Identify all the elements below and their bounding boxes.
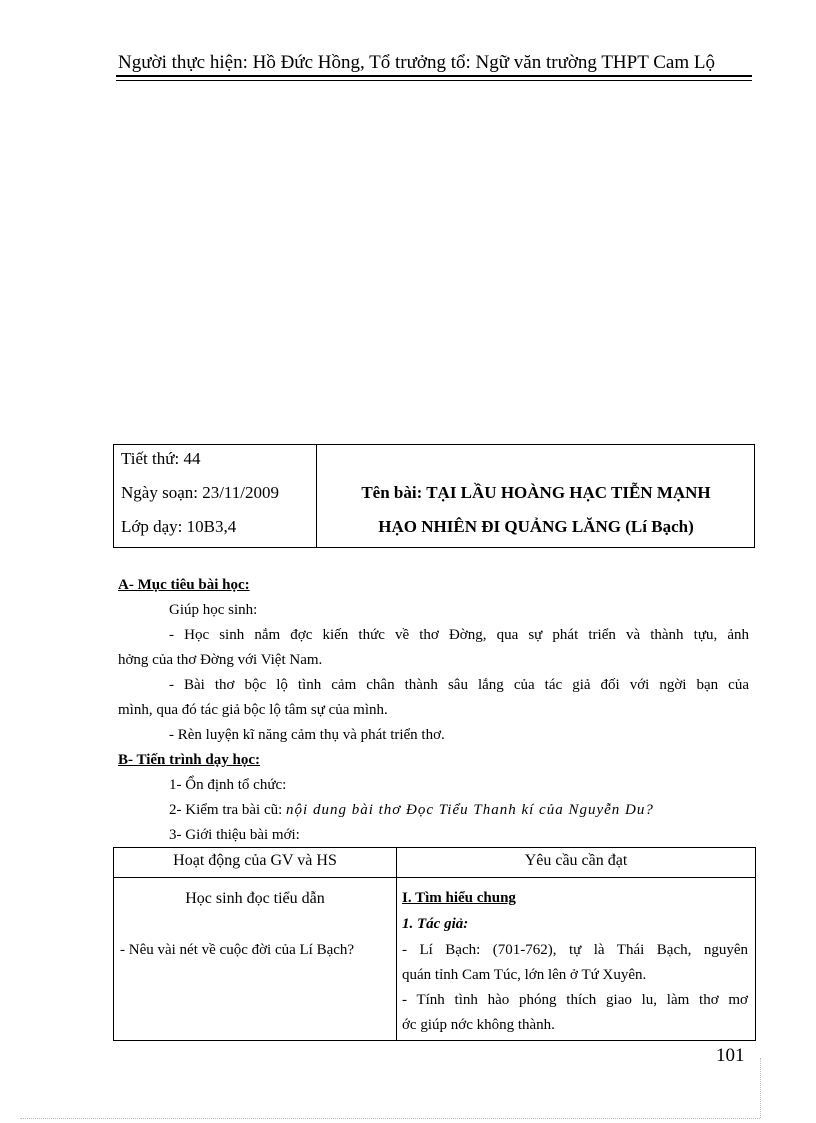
info-box-divider (316, 445, 317, 547)
period-label: Tiết thứ: 44 (121, 449, 201, 468)
table-header-divider (114, 877, 755, 878)
objective-1-line2: hởng của thơ Đờng với Việt Nam. (118, 652, 323, 668)
section-general-info: I. Tìm hiểu chung (402, 890, 516, 906)
page-number: 101 (716, 1045, 745, 1066)
margin-dotted-line-bottom (20, 1118, 760, 1120)
section-b-heading: B- Tiến trình dạy học: (118, 752, 260, 768)
lesson-plan-table (113, 847, 756, 1041)
col-header-requirements: Yêu cầu cần đạt (524, 852, 628, 869)
step-2-question: nội dung bài thơ Đọc Tiểu Thanh kí của Nguyễn Du? (286, 802, 654, 818)
margin-dotted-line-right (760, 1058, 762, 1118)
author-line-4: ớc giúp nớc không thành. (402, 1017, 555, 1033)
step-2 (169, 802, 654, 819)
activity-line-2: - Nêu vài nét về cuộc đời của Lí Bạch? (120, 942, 355, 958)
lesson-title-line1: Tên bài: TẠI LẦU HOÀNG HẠC TIỄN MẠNH (361, 483, 711, 502)
col-header-activities: Hoạt động của GV và HS (173, 852, 337, 869)
section-a-intro: Giúp học sinh: (169, 602, 258, 618)
lesson-info-box (113, 444, 755, 548)
author-line-2: quán tỉnh Cam Túc, lớn lên ở Tứ Xuyên. (402, 967, 647, 983)
activity-line-1: Học sinh đọc tiểu dẫn (185, 890, 325, 907)
objective-2-line2: mình, qua đó tác giả bộc lộ tâm sự của mình. (118, 702, 388, 718)
step-2-prefix: 2- Kiểm tra bài cũ: (169, 802, 287, 818)
page-header: Người thực hiện: Hồ Đức Hồng, Tổ trưởng tổ: Ngữ văn trường THPT Cam Lộ (118, 52, 715, 73)
class-label: Lớp dạy: 10B3,4 (121, 517, 237, 536)
objective-3: - Rèn luyện kĩ năng cảm thụ và phát triển thơ. (169, 727, 445, 743)
lesson-title-line2: HẠO NHIÊN ĐI QUẢNG LĂNG (Lí Bạch) (378, 517, 694, 536)
subsection-author: 1. Tác giả: (402, 916, 469, 932)
objective-1-line1: - Học sinh nắm đợc kiến thức về thơ Đờng, qua sự phát triển và thành tựu, ảnh (169, 627, 749, 643)
objective-2-line1: - Bài thơ bộc lộ tình cảm chân thành sâu lắng của tác giả đối với ngời bạn của (169, 677, 749, 693)
date-label: Ngày soạn: 23/11/2009 (121, 483, 280, 502)
step-3: 3- Giới thiệu bài mới: (169, 827, 300, 843)
author-line-3: - Tính tình hào phóng thích giao lu, làm thơ mơ (402, 992, 748, 1008)
header-rule-thick (116, 75, 752, 77)
author-line-1: - Lí Bạch: (701-762), tự là Thái Bạch, nguyên (402, 942, 748, 958)
step-1: 1- Ổn định tổ chức: (169, 777, 287, 793)
header-rule-thin (116, 80, 752, 81)
section-a-heading: A- Mục tiêu bài học: (118, 577, 250, 593)
